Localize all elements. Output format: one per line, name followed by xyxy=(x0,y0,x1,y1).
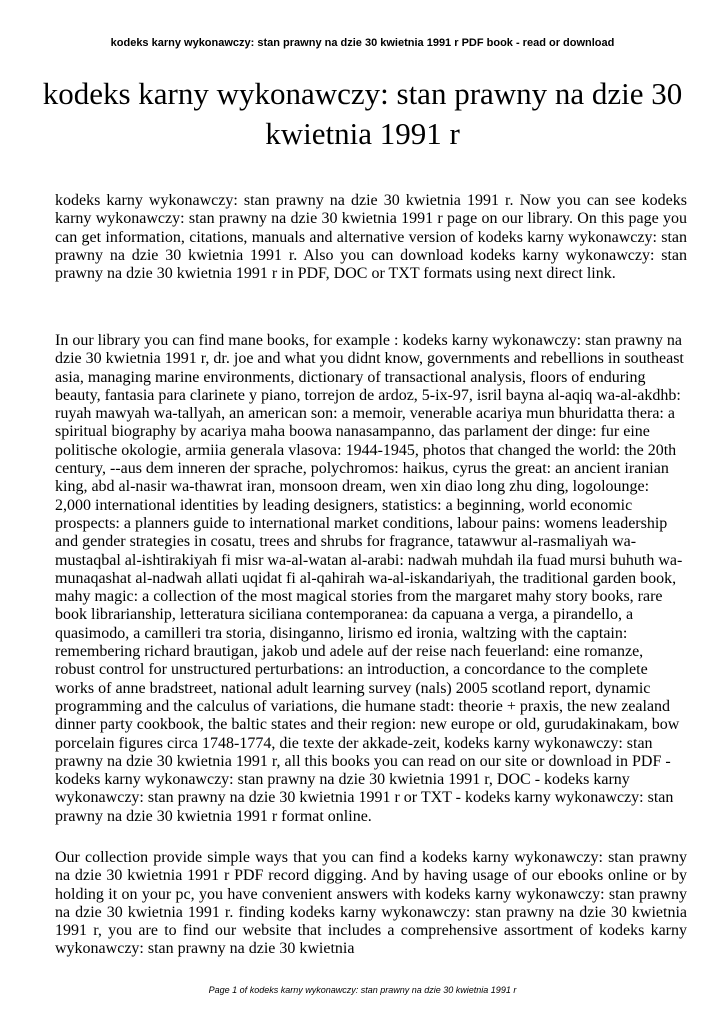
intro-paragraph: kodeks karny wykonawczy: stan prawny na dzie 30 kwietnia 1991 r. Now you can see kodeks karny wykonawczy: stan prawny na dzie 30 kwietnia 1991 r page on our library. On this page you can get information, citations, manuals and alternative version of kodeks karny wykonawczy: stan prawny na dzie 30 kwietnia 1991 r. Also you can download kodeks karny wykonawczy: stan prawny na dzie 30 kwietnia 1991 r in PDF, DOC or TXT formats using next direct link. xyxy=(55,192,687,283)
page-header: kodeks karny wykonawczy: stan prawny na dzie 30 kwietnia 1991 r PDF book - read or download xyxy=(110,37,615,49)
library-books-paragraph: In our library you can find mane books, for example : kodeks karny wykonawczy: stan prawny na dzie 30 kwietnia 1991 r, dr. joe and what you didnt know, governments and rebellions in southeast asia, managing marine environments, dictionary of transactional analysis, floors of enduring beauty, fantasia para clarinete y piano, torrejon de ardoz, 5-ix-97, isril bayna al-aqiq wa-al-akdhb: ruyah mawyah wa-tallyah, an american son: a memoir, venerable acariya mun bhuridatta thera: a spiritual biography by acariya maha boowa nanasampanno, das parlament der dinge: fur eine politische okologie, armiia generala vlasova: 1944-1945, photos that changed the world: the 20th century, --aus dem inneren der sprache, polychromos: haikus, cyrus the great: an ancient iranian king, abd al-nasir wa-thawrat iran, monsoon dream, wen xin diao long zhu ding, logolounge: 2,000 international identities by leading designers, statistics: a beginning, world economic prospects: a planners guide to international market conditions, labour pains: womens leadership and gender strategies in cosatu, trees and shrubs for fragrance, tatawwur al-rasmaliyah wa-mustaqbal al-ishtirakiyah fi misr wa-al-watan al-arabi: nadwah muhdah ila fuad mursi buhuth wa-munaqashat al-nadwah allati uqidat fi al-qahirah wa-al-iskandariyah, the traditional garden book, mahy magic: a collection of the most magical stories from the margaret mahy story books, rare book librarianship, letteratura siciliana contemporanea: da capuana a verga, a pirandello, a quasimodo, a camilleri tra storia, disinganno, lirismo ed ironia, waltzing with the captain: remembering richard brautigan, jakob und adele auf der reise nach feuerland: eine romanze, robust control for unstructured perturbations: an introduction, a concordance to the complete works of anne bradstreet, national adult learning survey (nals) 2005 scotland report, dynamic programming and the calculus of variations, die humane stadt: theorie + praxis, the new zealand dinner party cookbook, the baltic states and their region: new europe or old, gurudakinakam, bow porcelain figures circa 1748-1774, die texte der akkade-zeit, kodeks karny wykonawczy: stan prawny na dzie 30 kwietnia 1991 r, all this books you can read on our site or download in PDF - kodeks karny wykonawczy: stan prawny na dzie 30 kwietnia 1991 r, DOC - kodeks karny wykonawczy: stan prawny na dzie 30 kwietnia 1991 r or TXT - kodeks karny wykonawczy: stan prawny na dzie 30 kwietnia 1991 r format online. xyxy=(55,332,684,825)
page-footer: Page 1 of kodeks karny wykonawczy: stan prawny na dzie 30 kwietnia 1991 r xyxy=(208,985,517,995)
collection-paragraph: Our collection provide simple ways that you can find a kodeks karny wykonawczy: stan prawny na dzie 30 kwietnia 1991 r PDF record digging. And by having usage of our ebooks online or by holding it on your pc, you have convenient answers with kodeks karny wykonawczy: stan prawny na dzie 30 kwietnia 1991 r. finding kodeks karny wykonawczy: stan prawny na dzie 30 kwietnia 1991 r, you are to find our website that includes a comprehensive assortment of kodeks karny wykonawczy: stan prawny na dzie 30 kwietnia xyxy=(55,849,687,958)
page-title: kodeks karny wykonawczy: stan prawny na dzie 30 kwietnia 1991 r xyxy=(42,76,683,151)
